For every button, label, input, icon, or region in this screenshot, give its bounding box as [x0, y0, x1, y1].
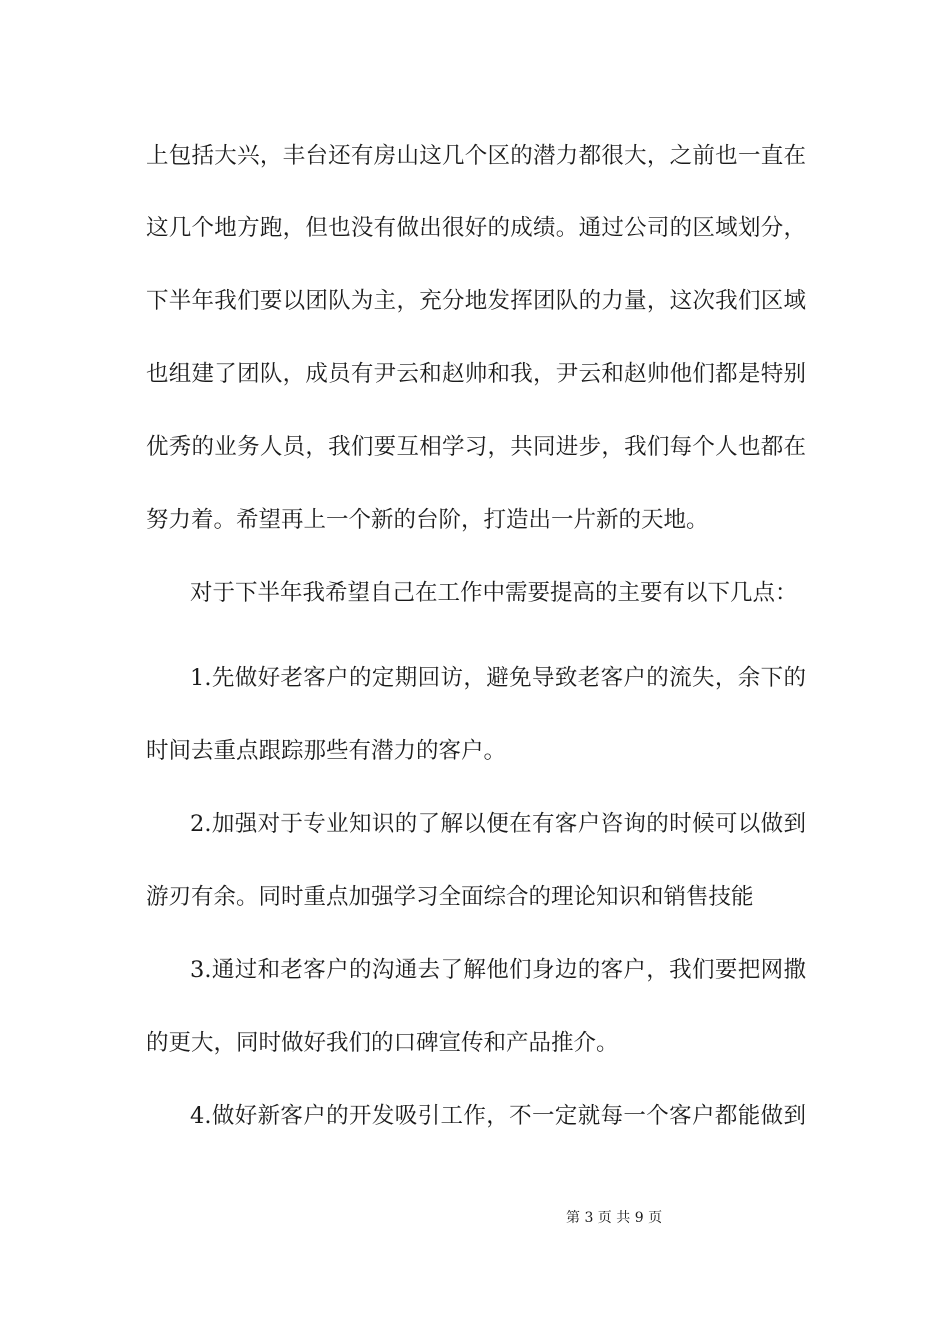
body-line-4: 也组建了团队，成员有尹云和赵帅和我，尹云和赵帅他们都是特别 — [146, 361, 806, 387]
body-line-5: 优秀的业务人员，我们要互相学习，共同进步，我们每个人也都在 — [146, 434, 806, 460]
body-line-11: 游刃有余。同时重点加强学习全面综合的理论知识和销售技能 — [146, 884, 754, 910]
page-footer — [0, 1208, 950, 1228]
body-line-12: 3.通过和老客户的沟通去了解他们身边的客户，我们要把网撒 — [190, 957, 806, 983]
body-line-13: 的更大，同时做好我们的口碑宣传和产品推介。 — [146, 1030, 619, 1056]
body-line-7: 对于下半年我希望自己在工作中需要提高的主要有以下几点： — [190, 580, 798, 606]
body-line-8: 1.先做好老客户的定期回访，避免导致老客户的流失，余下的 — [190, 665, 806, 691]
body-line-9: 时间去重点跟踪那些有潜力的客户。 — [146, 738, 507, 764]
body-line-2: 这几个地方跑，但也没有做出很好的成绩。通过公司的区域划分， — [146, 215, 806, 241]
body-line-3: 下半年我们要以团队为主，充分地发挥团队的力量，这次我们区域 — [146, 288, 806, 314]
body-line-14: 4.做好新客户的开发吸引工作，不一定就每一个客户都能做到 — [190, 1103, 806, 1129]
body-line-10: 2.加强对于专业知识的了解以便在有客户咨询的时候可以做到 — [190, 811, 806, 837]
body-line-1: 上包括大兴，丰台还有房山这几个区的潜力都很大，之前也一直在 — [146, 143, 806, 169]
page-number: 第 3 页 共 9 页 — [566, 1210, 663, 1226]
body-line-6: 努力着。希望再上一个新的台阶，打造出一片新的天地。 — [146, 507, 709, 533]
